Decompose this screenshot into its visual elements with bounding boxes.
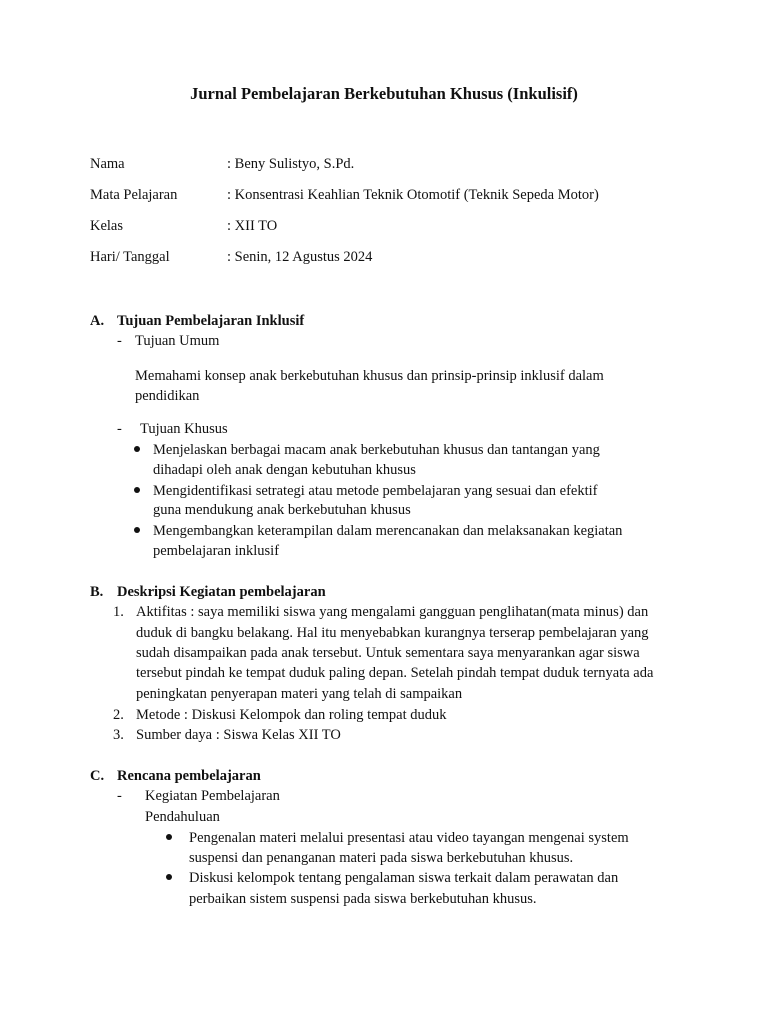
section-c-letter: C.: [90, 768, 105, 784]
section-c-heading: Rencana pembelajaran: [117, 768, 261, 784]
section-a-dash-specific: -: [117, 421, 122, 437]
section-a-specific-label: Tujuan Khusus: [140, 421, 228, 437]
bullet-icon: [166, 834, 172, 840]
section-a-specific-item-line: guna mendukung anak berkebutuhan khusus: [153, 502, 411, 518]
section-a-specific-item-line: Mengembangkan keterampilan dalam merencanakan dan melaksanakan kegiatan: [153, 523, 623, 539]
section-b-item-number: 2.: [113, 707, 124, 723]
identity-value-subject: : Konsentrasi Keahlian Teknik Otomotif (Teknik Sepeda Motor): [227, 187, 599, 203]
section-a-specific-item-line: pembelajaran inklusif: [153, 543, 280, 559]
identity-value-date: : Senin, 12 Agustus 2024: [227, 249, 373, 265]
section-a-dash-general: -: [117, 333, 122, 349]
bullet-icon: [166, 874, 172, 880]
page-title: Jurnal Pembelajaran Berkebutuhan Khusus (Inkulisif): [190, 84, 578, 103]
section-c-intro-label: Pendahuluan: [145, 809, 220, 825]
section-b-item-number: 3.: [113, 727, 124, 743]
section-b-item-line: tersebut pindah ke tempat duduk paling depan. Setelah pindah tempat duduk ternyata ada: [136, 665, 654, 681]
identity-label-name: Nama: [90, 156, 125, 172]
section-c-activity-label: Kegiatan Pembelajaran: [145, 788, 280, 804]
section-a-specific-item-line: dihadapi oleh anak dengan kebutuhan khusus: [153, 462, 416, 478]
section-a-letter: A.: [90, 313, 105, 329]
section-b-letter: B.: [90, 584, 104, 600]
section-b-item-line: duduk di bangku belakang. Hal itu menyebabkan kurangnya terserap pembelajaran yang: [136, 625, 649, 641]
identity-label-class: Kelas: [90, 218, 124, 234]
section-a-specific-item-line: Menjelaskan berbagai macam anak berkebutuhan khusus dan tantangan yang: [153, 442, 600, 458]
section-c-item-line: suspensi dan penanganan materi pada siswa berkebutuhan khusus.: [189, 850, 574, 866]
section-a-general-text-line: pendidikan: [135, 388, 200, 404]
section-a-heading: Tujuan Pembelajaran Inklusif: [117, 313, 305, 329]
section-c-item-line: Pengenalan materi melalui presentasi atau video tayangan mengenai system: [189, 830, 629, 846]
section-b-item-line: Metode : Diskusi Kelompok dan roling tempat duduk: [136, 707, 447, 723]
section-c-item-line: perbaikan sistem suspensi pada siswa berkebutuhan khusus.: [189, 891, 537, 907]
identity-label-date: Hari/ Tanggal: [90, 249, 170, 265]
section-c-dash: -: [117, 788, 122, 804]
bullet-icon: [134, 446, 140, 452]
section-c-item-line: Diskusi kelompok tentang pengalaman siswa terkait dalam perawatan dan: [189, 870, 619, 886]
section-a-general-text-line: Memahami konsep anak berkebutuhan khusus dan prinsip-prinsip inklusif dalam: [135, 368, 604, 384]
section-a-general-label: Tujuan Umum: [135, 333, 220, 349]
identity-value-name: : Beny Sulistyo, S.Pd.: [227, 156, 355, 172]
section-b-item-line: peningkatan penyerapan materi yang telah di sampaikan: [136, 686, 463, 702]
section-a-specific-item-line: Mengidentifikasi setrategi atau metode pembelajaran yang sesuai dan efektif: [153, 483, 598, 499]
section-b-item-line: sudah disampaikan pada anak tersebut. Untuk sementara saya menyarankan agar siswa: [136, 645, 640, 661]
identity-label-subject: Mata Pelajaran: [90, 187, 178, 203]
bullet-icon: [134, 487, 140, 493]
section-b-item-number: 1.: [113, 604, 124, 620]
section-b-item-line: Aktifitas : saya memiliki siswa yang mengalami gangguan penglihatan(mata minus) dan: [136, 604, 649, 620]
section-b-heading: Deskripsi Kegiatan pembelajaran: [117, 584, 326, 600]
identity-value-class: : XII TO: [227, 218, 278, 234]
section-b-item-line: Sumber daya : Siswa Kelas XII TO: [136, 727, 341, 743]
bullet-icon: [134, 527, 140, 533]
